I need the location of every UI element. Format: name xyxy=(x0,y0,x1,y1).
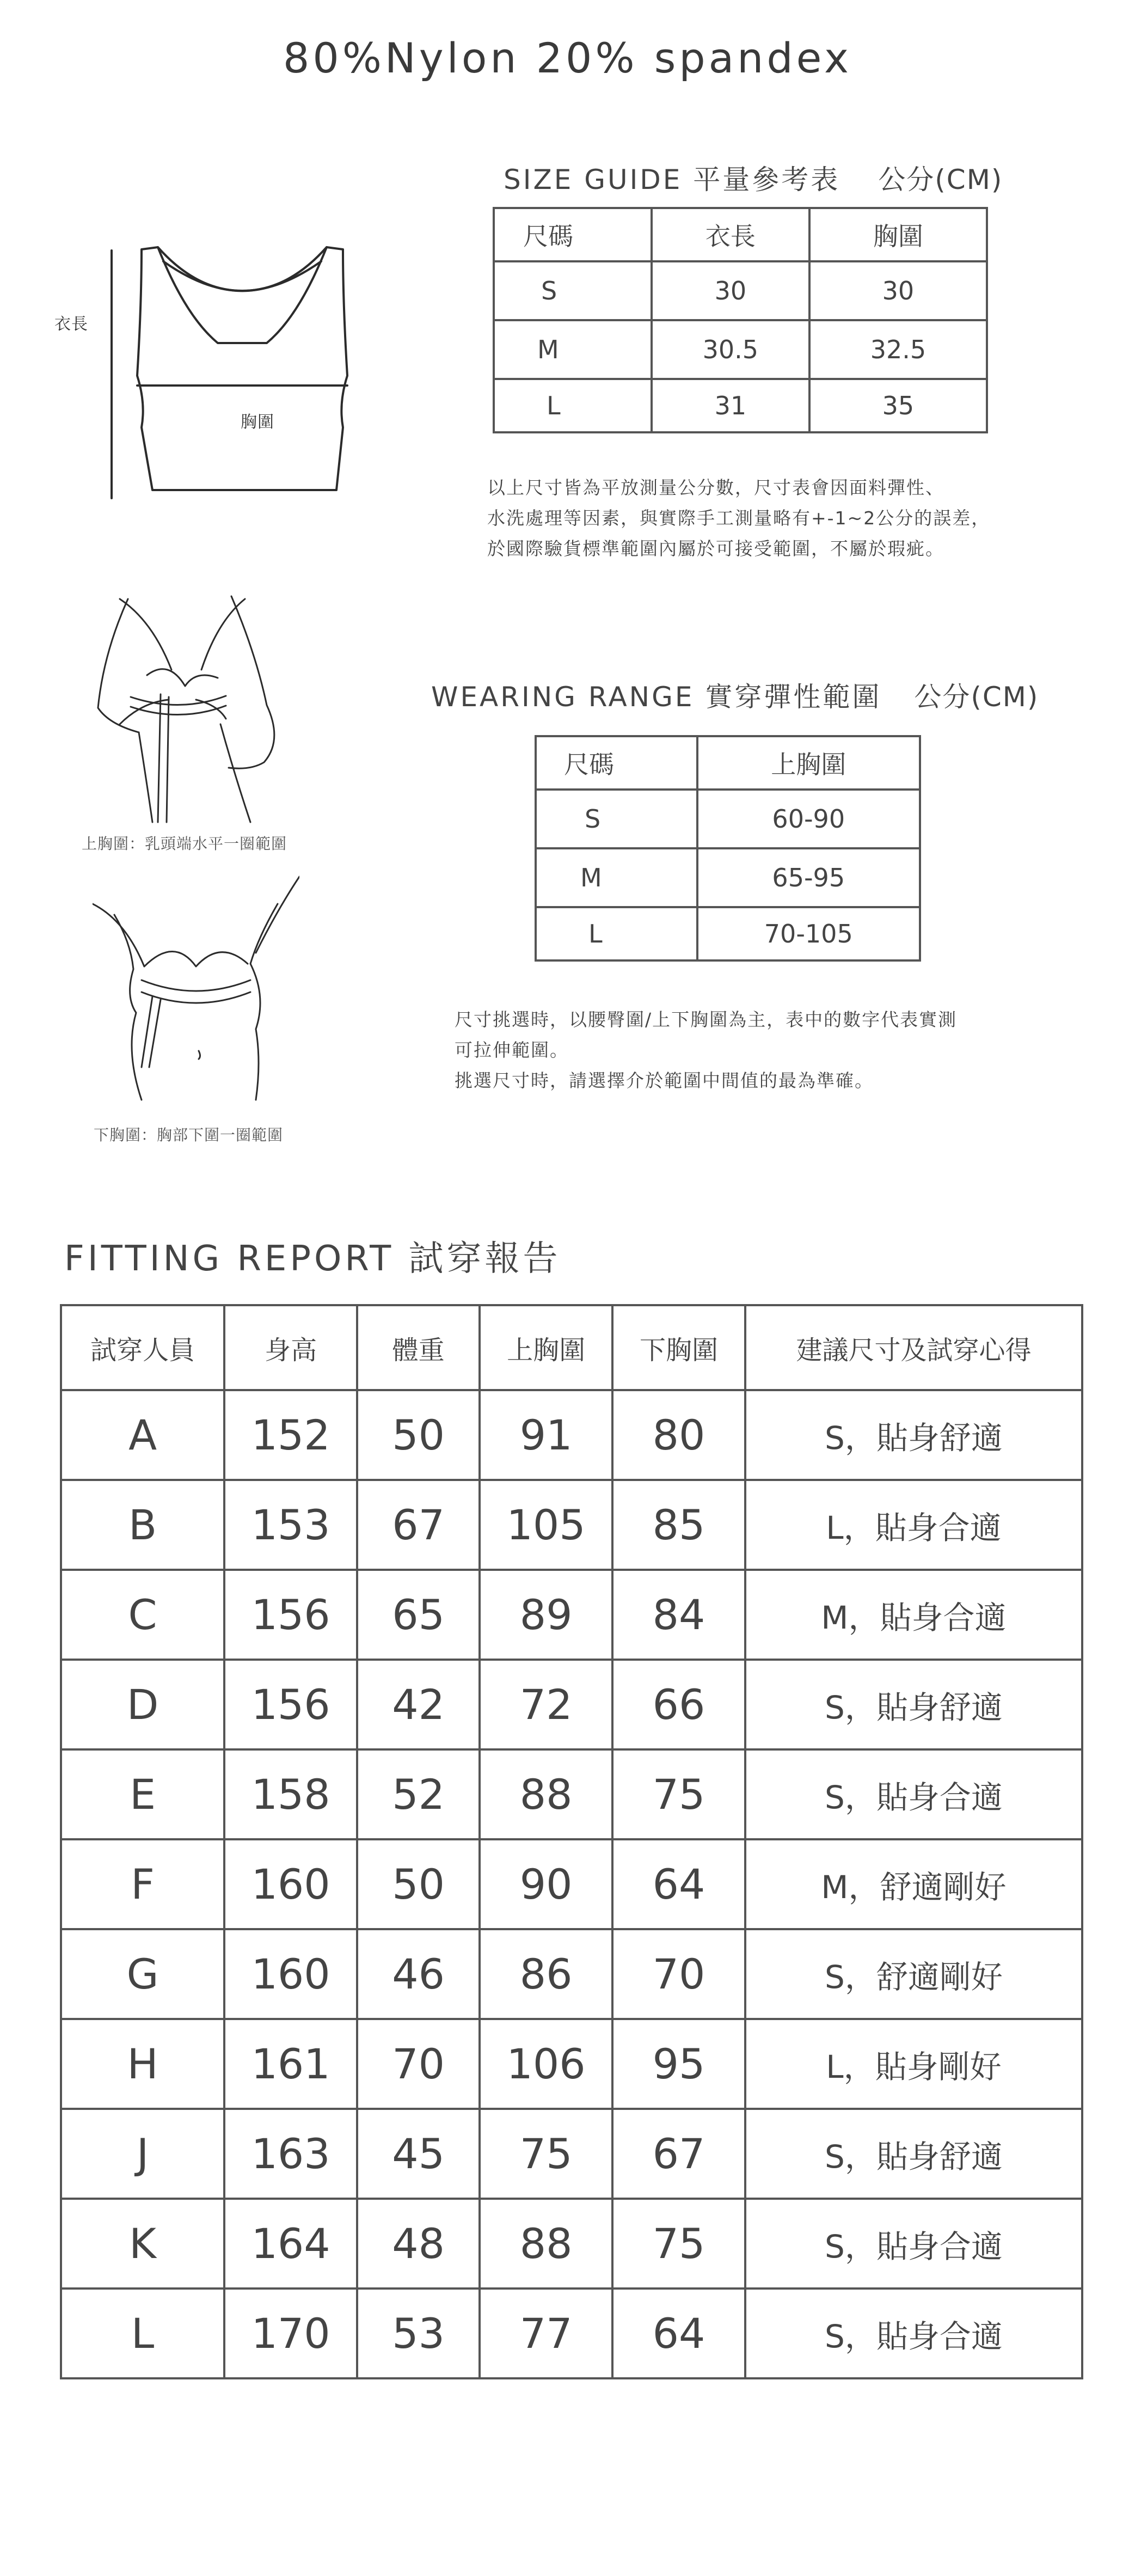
weight-cell: 53 xyxy=(357,2289,480,2378)
upper-chest-cell: 88 xyxy=(480,1749,612,1839)
height-cell: 164 xyxy=(224,2199,357,2289)
tester-cell: E xyxy=(61,1749,224,1839)
table-row xyxy=(61,2199,1082,2289)
height-cell: 161 xyxy=(224,2019,357,2109)
bra-outline-drawing xyxy=(103,240,408,501)
weight-cell: 46 xyxy=(357,1929,480,2019)
tester-cell: D xyxy=(61,1660,224,1749)
note-line: 於國際驗貨標準範圍內屬於可接受範圍，不屬於瑕疵。 xyxy=(487,538,944,559)
under-chest-cell: 85 xyxy=(612,1480,745,1570)
col-header-upper-chest: 上胸圍 xyxy=(697,736,920,790)
wearing-range-note xyxy=(455,1005,957,1096)
note-line: 以上尺寸皆為平放測量公分數，尺寸表會因面料彈性、 xyxy=(487,477,944,498)
tester-cell: H xyxy=(61,2019,224,2109)
measuring-tape-bottom xyxy=(142,992,250,1003)
upper-chest-drawing xyxy=(87,588,316,828)
height-cell: 152 xyxy=(224,1390,357,1480)
table-row xyxy=(536,848,920,907)
chest-cell: 30 xyxy=(809,261,987,320)
height-cell: 160 xyxy=(224,1929,357,2019)
height-cell: 163 xyxy=(224,2109,357,2199)
advice-cell: S，貼身舒適 xyxy=(745,2109,1082,2199)
diagram-label-chest: 胸圍 xyxy=(241,413,274,432)
upper-chest-cell: 77 xyxy=(480,2289,612,2378)
advice-cell: M，貼身合適 xyxy=(745,1570,1082,1660)
note-line: 挑選尺寸時，請選擇介於範圍中間值的最為準確。 xyxy=(455,1070,874,1091)
table-row xyxy=(494,320,987,379)
tester-cell: L xyxy=(61,2289,224,2378)
col-header-height: 身高 xyxy=(224,1305,357,1390)
size-guide-title-text: SIZE GUIDE 平量參考表 xyxy=(504,164,840,195)
under-chest-cell: 75 xyxy=(612,2199,745,2289)
table-row xyxy=(494,379,987,432)
size-cell: L xyxy=(494,379,652,432)
range-cell: 65-95 xyxy=(697,848,920,907)
bust-outline xyxy=(147,669,218,686)
table-row xyxy=(536,907,920,960)
advice-cell: S，貼身合適 xyxy=(745,2289,1082,2378)
weight-cell: 65 xyxy=(357,1570,480,1660)
col-header-upper-chest: 上胸圍 xyxy=(480,1305,612,1390)
table-row xyxy=(61,1929,1082,2019)
upper-chest-illustration xyxy=(87,588,316,828)
size-cell: M xyxy=(536,848,697,907)
advice-cell: S，貼身舒適 xyxy=(745,1390,1082,1480)
range-cell: 70-105 xyxy=(697,907,920,960)
advice-cell: S，貼身合適 xyxy=(745,1749,1082,1839)
fitting-report-table xyxy=(60,1304,1083,2379)
under-chest-caption: 下胸圍：胸部下圍一圈範圍 xyxy=(94,1126,284,1144)
bra-diagram xyxy=(103,240,408,501)
advice-cell: S，舒適剛好 xyxy=(745,1929,1082,2019)
table-row xyxy=(61,2289,1082,2378)
tester-cell: G xyxy=(61,1929,224,2019)
note-line: 可拉伸範圍。 xyxy=(455,1039,569,1061)
wearing-range-title-text: WEARING RANGE 實穿彈性範圍 xyxy=(431,681,882,713)
height-cell: 158 xyxy=(224,1749,357,1839)
size-guide-title xyxy=(504,158,1003,197)
upper-chest-caption: 上胸圍：乳頭端水平一圈範圍 xyxy=(82,835,287,853)
tester-cell: C xyxy=(61,1570,224,1660)
weight-cell: 50 xyxy=(357,1390,480,1480)
advice-cell: M，舒適剛好 xyxy=(745,1839,1082,1929)
table-row xyxy=(61,1839,1082,1929)
wearing-range-table xyxy=(535,735,921,962)
table-row xyxy=(494,261,987,320)
table-row xyxy=(61,2109,1082,2199)
advice-cell: S，貼身舒適 xyxy=(745,1660,1082,1749)
bra-straps xyxy=(120,599,245,670)
strap-cross-1 xyxy=(158,247,321,291)
measuring-tape-top xyxy=(131,696,226,705)
under-chest-cell: 80 xyxy=(612,1390,745,1480)
tester-cell: F xyxy=(61,1839,224,1929)
advice-cell: S，貼身合適 xyxy=(745,2199,1082,2289)
note-line: 水洗處理等因素，與實際手工測量略有+-1~2公分的誤差， xyxy=(487,507,991,529)
body-lower-outline xyxy=(139,724,250,822)
table-row xyxy=(61,2019,1082,2109)
col-header-chest: 胸圍 xyxy=(809,208,987,261)
under-chest-illustration xyxy=(93,871,299,1105)
table-row xyxy=(61,1570,1082,1660)
torso-right-outline xyxy=(250,904,278,1100)
chest-cell: 32.5 xyxy=(809,320,987,379)
tester-cell: K xyxy=(61,2199,224,2289)
bra-outline xyxy=(137,247,347,490)
diagram-label-length: 衣長 xyxy=(54,315,88,334)
upper-chest-cell: 105 xyxy=(480,1480,612,1570)
under-chest-drawing xyxy=(93,871,299,1105)
tester-cell: J xyxy=(61,2109,224,2199)
tester-cell: B xyxy=(61,1480,224,1570)
bra-cups xyxy=(144,952,248,967)
col-header-size: 尺碼 xyxy=(536,736,697,790)
table-header-row xyxy=(61,1305,1082,1390)
size-guide-unit: 公分(CM) xyxy=(878,164,1003,195)
col-header-length: 衣長 xyxy=(652,208,809,261)
strap-cross-2 xyxy=(163,247,327,291)
height-cell: 156 xyxy=(224,1660,357,1749)
table-row xyxy=(61,1480,1082,1570)
col-header-under-chest: 下胸圍 xyxy=(612,1305,745,1390)
size-cell: M xyxy=(494,320,652,379)
table-header-row xyxy=(494,208,987,261)
upper-chest-cell: 106 xyxy=(480,2019,612,2109)
under-chest-cell: 70 xyxy=(612,1929,745,2019)
table-row xyxy=(61,1749,1082,1839)
material-heading: 80%Nylon 20% spandex xyxy=(283,34,852,82)
size-cell: L xyxy=(536,907,697,960)
torso-right-outline xyxy=(229,596,274,768)
wearing-range-title xyxy=(431,675,1039,714)
under-chest-cell: 75 xyxy=(612,1749,745,1839)
table-row xyxy=(536,790,920,848)
upper-chest-cell: 91 xyxy=(480,1390,612,1480)
length-cell: 31 xyxy=(652,379,809,432)
size-cell: S xyxy=(536,790,697,848)
hanging-tape xyxy=(142,996,161,1067)
range-cell: 60-90 xyxy=(697,790,920,848)
arms-outline xyxy=(120,700,226,724)
wearing-range-unit: 公分(CM) xyxy=(914,681,1039,713)
length-cell: 30.5 xyxy=(652,320,809,379)
col-header-size: 尺碼 xyxy=(494,208,652,261)
upper-chest-cell: 72 xyxy=(480,1660,612,1749)
table-header-row xyxy=(536,736,920,790)
height-cell: 170 xyxy=(224,2289,357,2378)
weight-cell: 67 xyxy=(357,1480,480,1570)
upper-chest-cell: 89 xyxy=(480,1570,612,1660)
table-row xyxy=(61,1660,1082,1749)
height-cell: 153 xyxy=(224,1480,357,1570)
table-row xyxy=(61,1390,1082,1480)
under-chest-cell: 95 xyxy=(612,2019,745,2109)
advice-cell: L，貼身合適 xyxy=(745,1480,1082,1570)
navel xyxy=(199,1051,200,1059)
under-chest-cell: 64 xyxy=(612,2289,745,2378)
size-guide-note xyxy=(487,473,990,564)
advice-cell: L，貼身剛好 xyxy=(745,2019,1082,2109)
weight-cell: 42 xyxy=(357,1660,480,1749)
upper-chest-cell: 86 xyxy=(480,1929,612,2019)
upper-chest-cell: 75 xyxy=(480,2109,612,2199)
chest-cell: 35 xyxy=(809,379,987,432)
upper-chest-cell: 88 xyxy=(480,2199,612,2289)
weight-cell: 70 xyxy=(357,2019,480,2109)
weight-cell: 52 xyxy=(357,1749,480,1839)
col-header-advice: 建議尺寸及試穿心得 xyxy=(745,1305,1082,1390)
torso-left-outline xyxy=(114,915,142,1100)
size-guide-table xyxy=(493,207,988,433)
under-chest-cell: 84 xyxy=(612,1570,745,1660)
size-cell: S xyxy=(494,261,652,320)
fitting-report-title: FITTING REPORT 試穿報告 xyxy=(64,1239,561,1279)
length-cell: 30 xyxy=(652,261,809,320)
upper-chest-cell: 90 xyxy=(480,1839,612,1929)
tester-cell: A xyxy=(61,1390,224,1480)
under-chest-cell: 67 xyxy=(612,2109,745,2199)
under-chest-cell: 64 xyxy=(612,1839,745,1929)
weight-cell: 48 xyxy=(357,2199,480,2289)
measuring-tape-top xyxy=(142,980,250,991)
col-header-weight: 體重 xyxy=(357,1305,480,1390)
weight-cell: 45 xyxy=(357,2109,480,2199)
height-cell: 156 xyxy=(224,1570,357,1660)
note-line: 尺寸挑選時，以腰臀圍/上下胸圍為主，表中的數字代表實測 xyxy=(455,1009,958,1030)
col-header-tester: 試穿人員 xyxy=(61,1305,224,1390)
under-chest-cell: 66 xyxy=(612,1660,745,1749)
height-cell: 160 xyxy=(224,1839,357,1929)
weight-cell: 50 xyxy=(357,1839,480,1929)
